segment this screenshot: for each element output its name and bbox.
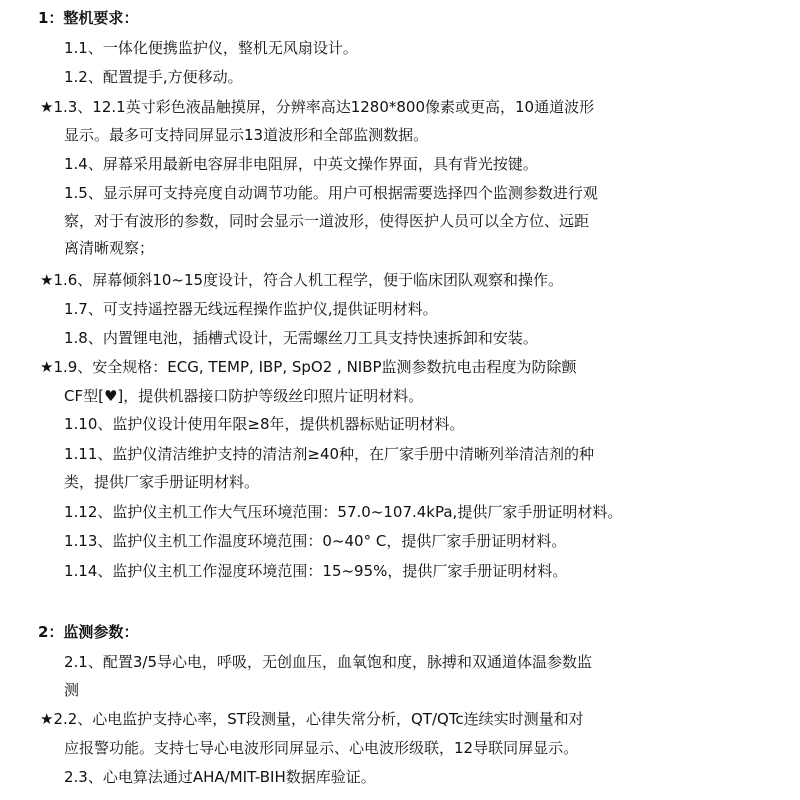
- line-1-14: 1.14、监护仪主机工作湿度环境范围：15~95%，提供厂家手册证明材料。: [64, 562, 568, 580]
- line-1-2: 1.2、配置提手,方便移动。: [64, 68, 243, 86]
- line-1-3: ★1.3、12.1英寸彩色液晶触摸屏，分辨率高达1280*800像素或更高，10通道波形: [40, 98, 595, 116]
- line-1-11-cont: 类，提供厂家手册证明材料。: [64, 473, 260, 491]
- line-2-1: 2.1、配置3/5导心电，呼吸，无创血压，血氧饱和度，脉搏和双通道体温参数监: [64, 653, 592, 671]
- line-1-5-cont: 察，对于有波形的参数，同时会显示一道波形，使得医护人员可以全方位、远距: [64, 212, 590, 230]
- line-1-11: 1.11、监护仪清洁维护支持的清洁剂≥40种，在厂家手册中清晰列举清洁剂的种: [64, 445, 595, 463]
- line-1-13: 1.13、监护仪主机工作温度环境范围：0~40° C，提供厂家手册证明材料。: [64, 532, 567, 550]
- line-1-9-cont: CF型[♥]，提供机器接口防护等级丝印照片证明材料。: [64, 387, 424, 405]
- line-1-4: 1.4、屏幕采用最新电容屏非电阻屏，中英文操作界面，具有背光按键。: [64, 155, 538, 173]
- line-1-10: 1.10、监护仪设计使用年限≥8年，提供机器标贴证明材料。: [64, 415, 465, 433]
- section-2-heading: 2：监测参数：: [38, 623, 139, 641]
- line-1-12: 1.12、监护仪主机工作大气压环境范围：57.0~107.4kPa,提供厂家手册证明材料。: [64, 503, 623, 521]
- line-1-7: 1.7、可支持遥控器无线远程操作监护仪,提供证明材料。: [64, 300, 438, 318]
- line-2-2-cont: 应报警功能。支持七导心电波形同屏显示、心电波形级联，12导联同屏显示。: [64, 739, 579, 757]
- line-2-3: 2.3、心电算法通过AHA/MIT-BIH数据库验证。: [64, 768, 376, 786]
- line-1-1: 1.1、一体化便携监护仪，整机无风扇设计。: [64, 39, 358, 57]
- line-1-8: 1.8、内置锂电池，插槽式设计，无需螺丝刀工具支持快速拆卸和安装。: [64, 329, 538, 347]
- line-1-3-cont: 显示。最多可支持同屏显示13道波形和全部监测数据。: [64, 126, 429, 144]
- line-1-5-cont2: 离清晰观察；: [64, 239, 155, 257]
- line-1-9: ★1.9、安全规格：ECG, TEMP, IBP, SpO2 , NIBP监测参数抗电击程度为防除颤: [40, 358, 577, 376]
- section-1-heading: 1：整机要求：: [38, 9, 139, 27]
- line-1-6: ★1.6、屏幕倾斜10~15度设计，符合人机工程学，便于临床团队观察和操作。: [40, 271, 564, 289]
- line-2-1-cont: 测: [64, 681, 80, 699]
- line-1-5: 1.5、显示屏可支持亮度自动调节功能。用户可根据需要选择四个监测参数进行观: [64, 184, 598, 202]
- line-2-2: ★2.2、心电监护支持心率，ST段测量，心律失常分析，QT/QTc连续实时测量和对: [40, 710, 584, 728]
